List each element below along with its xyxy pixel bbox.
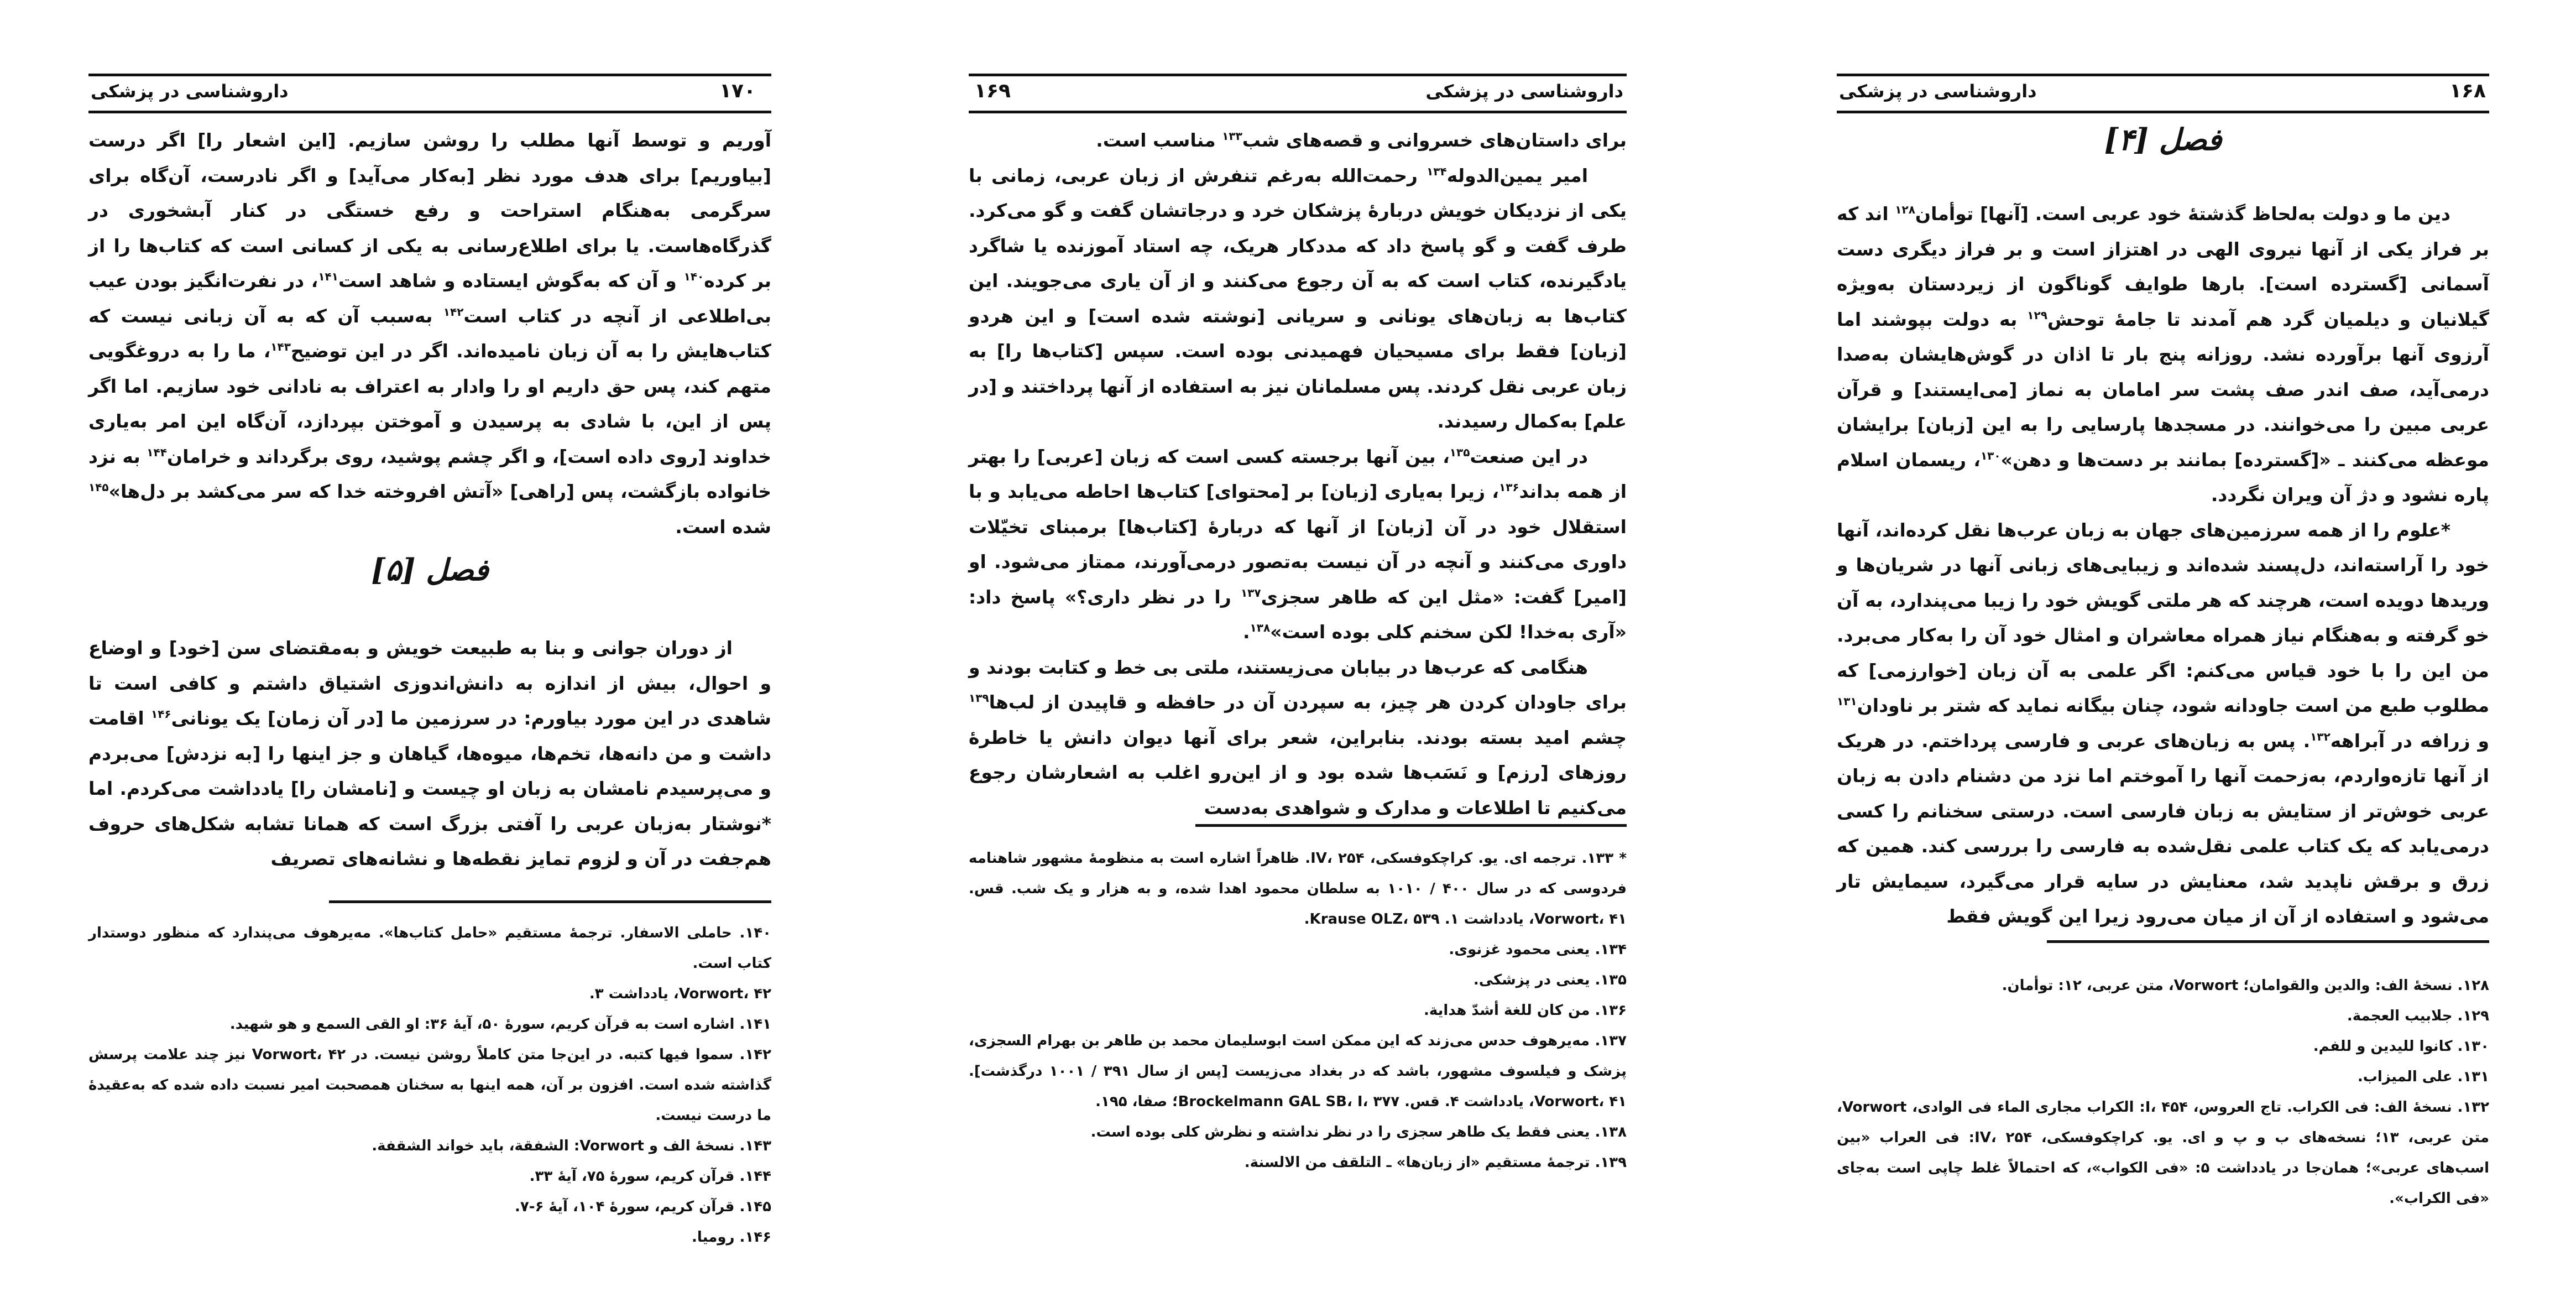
chapter-heading: فصل [۴] [2104, 122, 2222, 157]
footnotes [1837, 971, 2489, 1214]
text-run: به‌سبب آن که به آن زبانی نیست که کتاب‌هایش را به آن زبان نامیده‌اند. اگر در این توضیح [88, 305, 771, 362]
text-run: . [1242, 621, 1250, 643]
footnote-separator [2047, 940, 2489, 943]
footnote-ref[interactable]: ۱۴۴ [147, 445, 167, 459]
page-header [88, 74, 771, 113]
text-run: ، در نفرت‌انگیز بودن عیب بی‌اطلاعی از آنچه در کتاب است [88, 270, 771, 327]
text-run: رحمت‌الله به‌رغم تنفرش از زبان عربی، زمانی با یکی از نزدیکان خویش دربارهٔ پزشکان خرد و درجاتشان گفت و گو می‌کرد. طرف گفت و گو پاسخ داد که مددکار هریک، چه استاد آموزنده یا شاگرد یادگیرنده، کتاب است که به آن رجوع می‌کنند و از آن یاری می‌جویند. این کتاب‌ها به زبان‌های یونانی و سریانی [نوشته شده است] و این هردو [زبان] فقط برای مسیحیان فهمیدنی بوده است. سپس [کتاب‌ها را] به زبان عربی نقل کردند. پس مسلمانان نیز به استفاده از آنها پرداختند و [در علم] به‌کمال رسیدند. [969, 164, 1627, 432]
footnote-ref[interactable]: ۱۴۰ [683, 270, 704, 283]
footnotes [969, 843, 1627, 1178]
body-text [88, 631, 771, 877]
text-run: در این صنعت [1470, 445, 1588, 467]
page-number: ۱۷۰ [719, 80, 756, 102]
paragraph [969, 158, 1627, 439]
text-run: و زرافه در آبراهه [2330, 730, 2489, 752]
footnote: ۱۴۵. قرآن کریم، سورهٔ ۱۰۴، آیهٔ ۶-۷. [515, 1199, 771, 1215]
footnote-separator [1195, 824, 1627, 827]
footnote-ref[interactable]: ۱۴۵ [88, 481, 109, 494]
footnote: ۱۳۲. نسخهٔ الف: فی الکراب. تاج العروس، I، ۴۵۴: الکراب مجاری الماء فی الوادی، Vorwort، متن عربی، ۱۳؛ نسخه‌های ب و پ و ای. یو. کراچکوفسکی، IV، ۲۵۴: فی العراب «بین اسب‌های عربی»؛ همان‌جا در یادداشت ۵: «فی الکواب»، که احتمالاً غلط چاپی است به‌جای «فی الکراب». [1837, 1099, 2489, 1207]
text-run: شده است. [675, 515, 771, 538]
footnote: ۱۳۴. یعنی محمود غزنوی. [1449, 941, 1627, 958]
text-run: به نزد خانواده بازگشت، پس [راهی] «آتش افروخته خدا که سر می‌کشد بر دل‌ها» [88, 445, 771, 502]
text-run: دین ما و دولت به‌لحاظ گذشتهٔ خود عربی است. [آنها] توأمان [1915, 203, 2450, 225]
footnote-ref[interactable]: ۱۳۳ [1222, 129, 1242, 143]
body-text [969, 123, 1627, 825]
text-run: و آن که به‌گوش ایستاده و شاهد است [338, 270, 684, 291]
footnote: ۱۳۷. مه‌یرهوف حدس می‌زند که این ممکن است ابوسلیمان محمد بن طاهر بن بهرام السجزی، پزشک و فیلسوف مشهور، باشد که در بغداد می‌زیست [پس از سال ۳۹۱ / ۱۰۰۱ درگذشت]. Vorwort، ۴۱، یادداشت ۴. قس. Brockelmann GAL SB، I، ۳۷۷؛ صفا، ۱۹۵. [969, 1033, 1627, 1110]
paragraph [969, 650, 1627, 826]
footnote: ۱۲۹. جلابیب العجمة. [2347, 1008, 2489, 1024]
text-run: ، ما را به دروغگویی متهم کند، پس حق داریم او را وادار به اعتراف به نادانی خود سازیم. اما اگر پس از این، با شادی به پرسیدن و آموختن بپردازد، آن‌گاه این امر به‌یاری خداوند [روی داده است]، و اگر چشم پوشید، روی برگرداند و خرامان [88, 340, 771, 467]
footnote-ref[interactable]: ۱۴۲ [443, 305, 464, 319]
text-run: ، زیرا به‌یاری [زبان] بر [محتوای] کتاب‌ها احاطه می‌یابد و با استقلال خود در آن [زبان] از آنها که دربارهٔ [کتاب‌ها] برمبنای تخیّلات داوری می‌کنند و آنچه در آن نیست به‌تصور درمی‌آورند، ممتاز می‌شود. او [امیر] گفت: «مثل این که طاهر سجزی [969, 481, 1627, 608]
paragraph [88, 123, 771, 544]
text-run: اند که بر فراز یکی از آنها نیروی الهی در اهتزاز است و بر فراز دیگری دست آسمانی [گسترده است]. بارها طوایف گوناگون از زیردستان به‌ویژه گیلانیان و دیلمیان گرد هم آمدند تا جامهٔ توحش [1837, 203, 2489, 330]
footnote: ۱۳۰. کانوا للیدین و للفم. [2313, 1038, 2489, 1055]
text-run: به دولت بپوشند اما آرزوی آنها برآورده نشد. روزانه پنج بار تا اذان در گوش‌هایشان به‌صدا درمی‌آید، صف اندر صف پشت سر امامان به نماز [می‌ایستند] و قرآن عربی مبین را می‌خوانند. در مسجدها پارسایی را به این [زبان] برایشان موعظه می‌کنند ـ «[گسترده] بمانند بر دست‌ها و دهن» [1837, 308, 2489, 471]
footnote-ref[interactable]: ۱۴۶ [150, 707, 171, 721]
chapter-heading: فصل [۵] [371, 552, 489, 587]
text-run: . پس به زبان‌های عربی و فارسی پرداختم. در هریک از آنها تازه‌واردم، به‌زحمت آنها را آموختم اما نزد من دشنام دادن به زبان عربی خوش‌تر از ستایش به زبان فارسی است. درستی سخنانم را کسی درمی‌یابد که یک کتاب علمی نقل‌شده به فارسی را بررسی کند. همین که زرق و برقش ناپدید شد، معنایش در سایه قرار می‌گیرد، سیمایش تار می‌شود و استفاده از آن از میان می‌رود زیرا این گویش فقط [1837, 730, 2489, 927]
paragraph [88, 631, 771, 877]
footnote: ۱۴۴. قرآن کریم، سورهٔ ۷۵، آیهٔ ۳۳. [529, 1168, 771, 1185]
running-title: داروشناسی در پزشکی [91, 81, 289, 102]
text-run: اقامت داشت و من دانه‌ها، تخم‌ها، میوه‌ها، گیاهان و جز اینها را [به نزدش] می‌بردم و می‌پرسیدم نامشان به زبان او چیست و [نامشان را] یادداشت می‌کردم. اما *نوشتار به‌زبان عربی را آفتی بزرگ است که همانا تشابه شکل‌های حروف هم‌جفت در آن و لزوم تمایز نقطه‌ها و نشانه‌های تصریف [88, 707, 771, 869]
footnotes [88, 918, 771, 1253]
page-number: ۱۶۸ [2449, 80, 2486, 102]
footnote: ۱۲۸. نسخهٔ الف: والدین والقوامان؛ Vorwort، متن عربی، ۱۲: توأمان. [2002, 977, 2489, 994]
page-169 [969, 0, 1627, 1292]
footnote-ref[interactable]: ۱۳۷ [1240, 586, 1261, 600]
footnote-ref[interactable]: ۱۴۳ [270, 340, 291, 353]
footnote: ۱۴۲. سموا فیها کتبه. در این‌جا متن کاملاً روشن نیست. در Vorwort، ۴۲ نیز چند علامت پرسش گذاشته شده است. افزون بر آن، همه اینها به سخنان همصحبت امیر نسبت داده شده که به‌عقیدهٔ ما درست نیست. [88, 1046, 772, 1124]
text-run: را در نظر داری؟» پاسخ داد: «آری به‌خدا! لکن سخنم کلی بوده است» [969, 586, 1627, 643]
footnote: ۱۴۶. رومیا. [691, 1229, 771, 1246]
footnote: ۱۴۳. نسخهٔ الف و Vorwort: الشفقة، باید خواند الشقفة. [372, 1138, 771, 1154]
page-170 [88, 0, 771, 1292]
footnote: ۱۴۰. حاملی الاسفار. ترجمهٔ مستقیم «حامل کتاب‌ها». مه‌یرهوف می‌پندارد که منظور دوستدار کتاب است. [88, 925, 771, 972]
page-header [969, 74, 1627, 113]
footnote: ۱۳۱. علی المیزاب. [2357, 1069, 2489, 1085]
footnote-ref[interactable]: ۱۳۶ [1498, 481, 1519, 494]
paragraph [969, 123, 1627, 158]
footnote-ref[interactable]: ۱۲۸ [1895, 203, 1915, 216]
text-run: هنگامی که عرب‌ها در بیابان می‌زیستند، ملتی بی خط و کتابت بودند و برای جاودان کردن هر چیز، به سپردن آن در حافظه و قاپیدن از لب‌ها [969, 656, 1627, 713]
footnote: ۱۴۱. اشاره است به قرآن کریم، سورهٔ ۵۰، آیهٔ ۳۶: او القی السمع و هو شهید. [229, 1016, 771, 1033]
text-run: ، ریسمان اسلام پاره نشود و دژ آن ویران نگردد. [1837, 449, 2489, 506]
footnote: ۱۳۸. یعنی فقط یک طاهر سجزی را در نظر نداشته و نظرش کلی بوده است. [1090, 1124, 1627, 1140]
footnote-ref[interactable]: ۱۳۹ [969, 691, 989, 705]
paragraph [1837, 196, 2489, 513]
text-run: چشم امید بسته بودند. بنابراین، شعر برای آنها دیوان دانش یا خاطرهٔ روزهای [رزم] و نَسَب‌ها شده بود و از این‌رو اغلب به اشعارشان رجوع می‌کنیم تا اطلاعات و مدارک و شواهدی به‌دست [969, 726, 1627, 819]
text-run: ، بین آنها برجسته کسی است که زبان [عربی] را بهتر از همه بداند [969, 445, 1627, 502]
footnote: ۱۳۶. من کان للغة أشدّ هدایة. [1424, 1002, 1627, 1019]
footnote-ref[interactable]: ۱۳۵ [1449, 445, 1470, 459]
text-run: *علوم را از همه سرزمین‌های جهان به زبان عرب‌ها نقل کرده‌اند، آنها خود را آراسته‌اند، دل‌پسند شده‌اند و زیبایی‌های زبانی آنها در شریان‌ها و وریدها دویده است، هرچند که هر ملتی گویش خود را زیبا می‌پندارد، به آن خو گرفته و به‌هنگام نیاز همراه معاشران و امثال خود آن را به‌کار می‌برد. من این را با خود قیاس می‌کنم: اگر علمی به آن زبان [خوارزمی] که مطلوب طبع من است جاودانه شود، چنان بیگانه نماید که شتر بر ناودان [1837, 519, 2489, 716]
footnote-ref[interactable]: ۱۳۴ [1427, 164, 1447, 178]
running-title: داروشناسی در پزشکی [1839, 81, 2037, 102]
text-run: آوریم و توسط آنها مطلب را روشن سازیم. [این اشعار را] اگر درست [بیاوریم] برای هدف مورد نظر [به‌کار می‌آید] و اگر نادرست، آن‌گاه برای سرگرمی به‌هنگام استراحت و رفع خستگی در کنار آبشخوری در گذرگاه‌هاست. یا برای اطلاع‌رسانی به یکی از کسانی است که کتاب‌ها را از بر کرده [88, 129, 772, 291]
page-number: ۱۶۹ [974, 80, 1011, 102]
footnote-ref[interactable]: ۱۳۰ [1980, 449, 2001, 462]
paragraph [1837, 513, 2489, 934]
footnote-ref[interactable]: ۱۲۹ [2027, 308, 2047, 322]
footnote: ۱۳۹. ترجمهٔ مستقیم «از زبان‌ها» ـ التلقف من الالسنة. [1244, 1154, 1627, 1171]
footnote-ref[interactable]: ۱۴۱ [318, 270, 338, 283]
body-text [88, 123, 771, 544]
text-run: امیر یمین‌الدوله [1446, 164, 1588, 186]
text-run: مناسب است. [1096, 129, 1222, 151]
footnote-ref[interactable]: ۱۳۱ [1837, 695, 1857, 708]
footnote: * ۱۳۳. ترجمه ای. یو. کراچکوفسکی، IV، ۲۵۴. ظاهراً اشاره است به منظومهٔ مشهور شاهنامه فردوسی که در سال ۴۰۰ / ۱۰۱۰ به سلطان محمود اهدا شده، و به هزار و یک شب. قس. Vorwort، ۴۱، یادداشت ۱. Krause OLZ، ۵۳۹. [969, 850, 1627, 928]
footnote: ۱۳۵. یعنی در پزشکی. [1473, 972, 1627, 988]
text-run: از دوران جوانی و بنا به طبیعت خویش و به‌مقتضای سن [خود] و اوضاع و احوال، بیش از اندازه به دانش‌اندوزی اشتیاق داشتم و کافی است تا شاهدی در این مورد بیاورم: در سرزمین ما [در آن زمان] یک یونانی [88, 637, 771, 729]
page-168 [1837, 0, 2489, 1292]
body-text [1837, 196, 2489, 934]
paragraph [969, 439, 1627, 650]
footnote-continuation: Vorwort، ۴۲، یادداشت ۳. [589, 986, 771, 1002]
footnote-ref[interactable]: ۱۳۸ [1250, 621, 1271, 634]
footnote-separator [329, 900, 771, 903]
running-title: داروشناسی در پزشکی [1425, 81, 1623, 102]
page-header [1837, 74, 2489, 113]
footnote-ref[interactable]: ۱۳۲ [2310, 730, 2331, 743]
text-run: برای داستان‌های خسروانی و قصه‌های شب [1242, 129, 1627, 151]
